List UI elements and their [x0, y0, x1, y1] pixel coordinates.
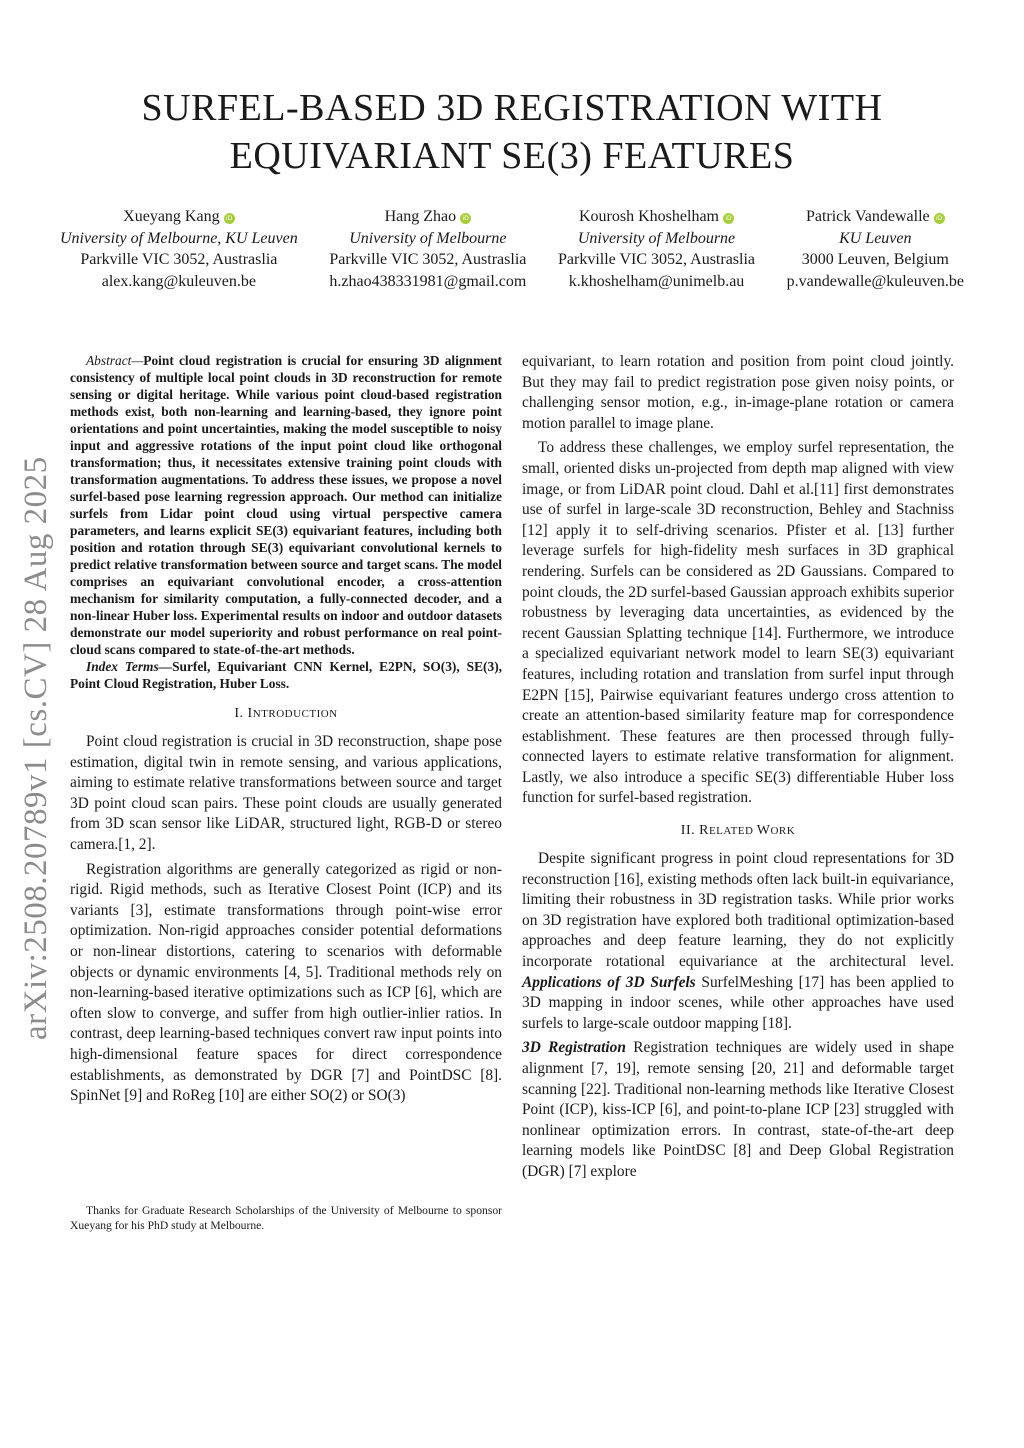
section-heading-introduction: I. INTRODUCTION [234, 706, 338, 721]
inline-heading-applications: Applications of 3D Surfels [522, 973, 696, 991]
title-line-2: EQUIVARIANT SE(3) FEATURES [229, 135, 795, 177]
abstract-label: Abstract— [86, 353, 144, 368]
section-heading-related-work: II. RELATED WORK [680, 823, 796, 839]
author-email: k.khoshelham@unimelb.au [568, 272, 745, 290]
author-name: Patrick Vandewalle [805, 208, 930, 225]
author-affiliation: University of Melbourne [349, 229, 507, 247]
author-affiliation: University of Melbourne, KU Leuven [60, 229, 298, 247]
left-column [70, 352, 502, 1111]
paragraph: 3D Registration Registration techniques are widely used in shape alignment [7, 19], remote sensing [20, 21] and deformable target scanning [22]. Traditional non-learning methods like Iterative Closest Point (ICP), kiss-ICP [6], and point-to-plane ICP [23] struggled with nonlinear optimization errors. In contrast, state-of-the-art deep learning models like PointDSC [8] and Deep Global Registration (DGR) [7] explore [522, 1039, 954, 1180]
author-block [60, 206, 964, 292]
abstract [70, 352, 502, 692]
author-affiliation: University of Melbourne [577, 229, 736, 247]
paper-title [0, 84, 1024, 180]
paragraph: To address these challenges, we employ surfel representation, the small, oriented disks un-projected from depth map aligned with view image, or from LiDAR point cloud. Dahl et al.[11] first demonstrates use of surfel in large-scale 3D reconstruction, Behley and Stachniss [12] apply it to self-driving scenarios. Pfister et al. [13] further leverage surfels for high-fidelity mesh surfaces in 3D graphical rendering. Surfels can be considered as 2D Gaussians. Compared to point clouds, the 2D surfel-based Gaussian approach exhibits superior robustness by leveraging data uncertainties, as evidenced by the recent Gaussian Splatting technique [14]. Furthermore, we introduce a specialized equivariant network model to learn SE(3) equivariant features, including rotation and translation from surfel input through E2PN [15], Pairwise equivariant features undergo cross attention to create an attention-based similarity feature map for correspondence establishment. These features are then processed through fully-connected layers to estimate relative transformation for alignment. Lastly, we also introduce a specific SE(3) differentiable Huber loss function for surfel-based registration. [522, 439, 954, 807]
arxiv-sidebar-id: arXiv:2508.20789v1 [cs.CV] 28 Aug 2025 [18, 456, 54, 1040]
author-1 [60, 206, 298, 292]
orcid-icon[interactable]: iD [723, 213, 734, 224]
author-address: Parkville VIC 3052, Austraslia [80, 251, 278, 268]
index-terms-label: Index Terms— [86, 659, 173, 674]
author-4 [787, 206, 964, 292]
author-email: alex.kang@kuleuven.be [101, 272, 256, 290]
author-email: h.zhao438331981@gmail.com [329, 272, 527, 290]
title-line-1: SURFEL-BASED 3D REGISTRATION WITH [141, 87, 883, 129]
paragraph: Despite significant progress in point cloud representations for 3D reconstruction [16], existing methods often lack built-in equivariance, limiting their robustness in 3D registration tasks. While prior works on 3D registration have explored both traditional optimization-based approaches and deep feature learning, they do not explicitly incorporate rotational equivariance at the architectural level. Applications of 3D Surfels SurfelMeshing [17] has been applied to 3D mapping in indoor scenes, while other approaches have used surfels to large-scale outdoor mapping [18]. [522, 850, 954, 1032]
author-affiliation: KU Leuven [839, 229, 912, 247]
author-name: Hang Zhao [384, 208, 457, 225]
author-name: Kourosh Khoshelham [579, 208, 719, 225]
author-2 [329, 206, 526, 292]
orcid-icon[interactable]: iD [934, 213, 945, 224]
related-work-body [522, 849, 954, 1183]
paragraph: Point cloud registration is crucial in 3D reconstruction, shape pose estimation, digital twin in remote sensing, and various applications, aiming to estimate relative transformations between source and target 3D point cloud scan pairs. These point clouds are usually generated from 3D scan sensor like LiDAR, structured light, RGB-D or stereo camera.[1, 2]. [70, 733, 502, 853]
author-name: Xueyang Kang [123, 208, 220, 225]
author-address: Parkville VIC 3052, Austraslia [329, 251, 527, 268]
orcid-icon[interactable]: iD [224, 213, 235, 224]
paragraph: Registration algorithms are generally categorized as rigid or non-rigid. Rigid methods, such as Iterative Closest Point (ICP) and its variants [3], estimate transformations through point-wise error optimization. Non-rigid approaches consider potential deformations or non-linear distortions, catering to scenarios with deformable objects or dynamic environments [4, 5]. Traditional methods rely on non-learning-based iterative optimizations such as ICP [6], which are often slow to converge, and suffer from high outlier-inlier ratios. In contrast, deep learning-based techniques convert raw input points into high-dimensional feature spaces for direct correspondence establishments, as demonstrated by DGR [7] and PointDSC [8]. SpinNet [9] and RoReg [10] are either SO(2) or SO(3) [70, 860, 502, 1105]
orcid-icon[interactable]: iD [460, 213, 471, 224]
abstract-text: Point cloud registration is crucial for ensuring 3D alignment consistency of multiple local point clouds in 3D reconstruction for remote sensing or digital heritage. While various point cloud-based registration methods exist, both non-learning and learning-based, they ignore point orientations and point uncertainties, making the model susceptible to noisy input and aggressive rotations of the input point cloud like orthogonal transformation; thus, it necessitates extensive training point clouds with transformation augmentations. To address these issues, we propose a novel surfel-based pose learning regression approach. Our method can initialize surfels from Lidar point cloud using virtual perspective camera parameters, and learns explicit SE(3) equivariant features, including both position and rotation through SE(3) equivariant convolutional kernels to predict relative transformation between source and target scans. The model comprises an equivariant convolutional encoder, a cross-attention mechanism for similarity computation, a fully-connected decoder, and a non-linear Huber loss. Experimental results on indoor and outdoor datasets demonstrate our model superiority and robust performance on real point-cloud scans compared to state-of-the-art methods. [70, 353, 502, 657]
author-address: 3000 Leuven, Belgium [801, 251, 949, 268]
footnote: Thanks for Graduate Research Scholarships of the University of Melbourne to sponsor Xueyang for his PhD study at Melbourne. [70, 1204, 502, 1232]
author-3 [558, 206, 755, 292]
right-column [522, 352, 954, 1187]
index-terms-text: Surfel, Equivariant CNN Kernel, E2PN, SO(3), SE(3), Point Cloud Registration, Huber Loss. [70, 659, 502, 691]
paragraph: equivariant, to learn rotation and position from point cloud jointly. But they may fail to predict registration pose given noisy points, or challenging sensor motion, e.g., in-image-plane rotation or camera motion parallel to image plane. [522, 353, 954, 432]
inline-heading-registration: 3D Registration [522, 1039, 626, 1057]
author-email: p.vandewalle@kuleuven.be [786, 272, 964, 290]
author-address: Parkville VIC 3052, Austraslia [557, 251, 756, 268]
introduction-body [70, 732, 502, 1107]
